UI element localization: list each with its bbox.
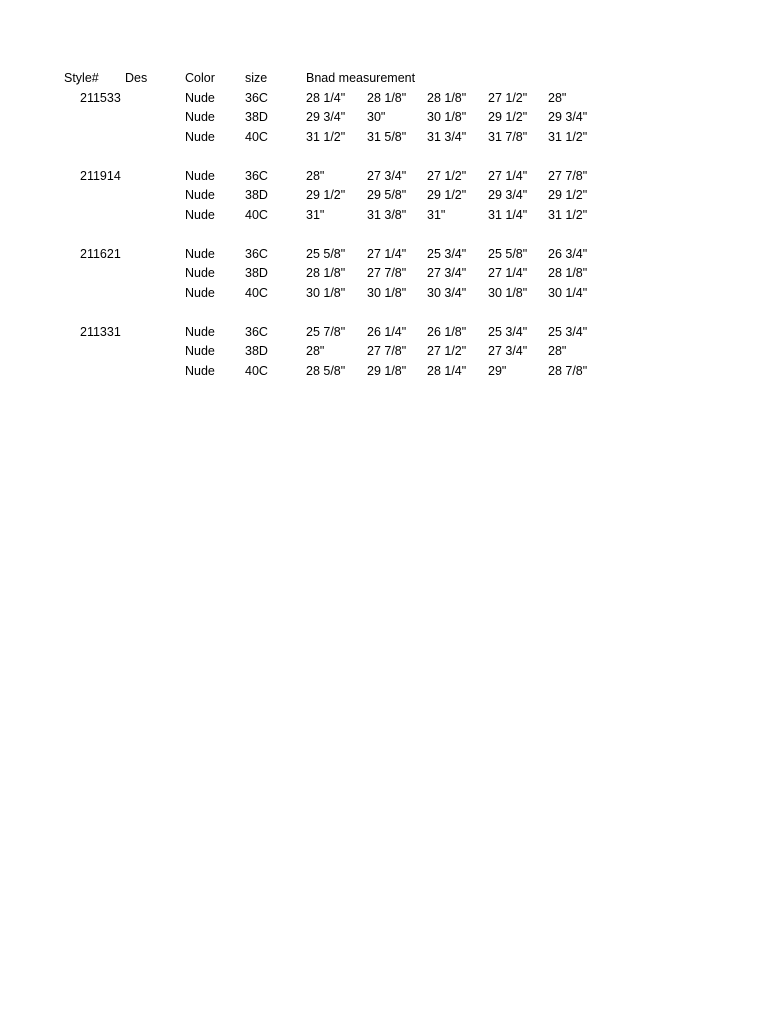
measurement-cell: 27 1/4" [488,266,528,280]
color-cell: Nude [185,285,215,300]
size-cell: 38D [245,188,268,202]
measurement-cell: 30 1/4" [548,285,588,300]
measurement-cell: 30 1/8" [488,285,528,300]
color-cell: Nude [185,324,215,339]
measurement-cell: 26 3/4" [548,246,588,261]
color-cell: Nude [185,168,215,183]
measurement-cell: 26 1/4" [367,324,407,339]
size-cell: 38D [245,110,268,124]
table-row [0,167,768,187]
style-number: 211914 [80,168,121,183]
measurement-cell: 27 3/4" [488,344,528,358]
size-cell: 36C [245,168,268,183]
measurement-cell: 27 1/2" [488,90,528,105]
table-row [0,206,768,226]
measurement-cell: 27 7/8" [367,344,407,358]
measurement-cell: 28 1/4" [427,363,467,378]
color-cell: Nude [185,344,215,358]
header-measurement: Bnad measurement [306,71,416,85]
color-cell: Nude [185,246,215,261]
measurement-cell: 27 3/4" [367,168,407,183]
color-cell: Nude [185,363,215,378]
table-row [0,284,768,304]
measurement-cell: 28" [548,344,567,358]
measurement-cell: 31 5/8" [367,129,407,144]
size-cell: 38D [245,344,268,358]
style-number: 211331 [80,324,121,339]
table-row [0,264,768,284]
size-cell: 40C [245,285,268,300]
header-des: Des [125,71,148,85]
color-cell: Nude [185,90,215,105]
table-row [0,323,768,343]
measurement-cell: 25 5/8" [488,246,528,261]
size-cell: 36C [245,90,268,105]
color-cell: Nude [185,266,215,280]
color-cell: Nude [185,110,215,124]
measurement-cell: 28" [548,90,567,105]
measurement-cell: 31 3/4" [427,129,467,144]
header-row [0,69,768,89]
measurement-cell: 30" [367,110,386,124]
measurement-cell: 30 1/8" [367,285,407,300]
measurement-cell: 29 3/4" [548,110,588,124]
measurement-cell: 27 3/4" [427,266,467,280]
measurement-cell: 30 3/4" [427,285,467,300]
group-spacer [0,225,768,245]
table-row [0,362,768,382]
size-cell: 38D [245,266,268,280]
header-color: Color [185,71,215,85]
table-row [0,108,768,128]
header-size: size [245,71,268,85]
measurement-cell: 27 7/8" [367,266,407,280]
table-row [0,245,768,265]
measurement-cell: 28 5/8" [306,363,346,378]
measurement-cell: 29 1/2" [427,188,467,202]
measurement-cell: 28 1/8" [548,266,588,280]
measurement-cell: 27 7/8" [548,168,588,183]
measurement-cell: 28 1/8" [427,90,467,105]
group-spacer [0,303,768,323]
size-cell: 36C [245,324,268,339]
size-cell: 40C [245,207,268,222]
measurement-cell: 29 3/4" [488,188,528,202]
header-style: Style# [64,71,99,85]
measurement-cell: 29 3/4" [306,110,346,124]
measurement-cell: 31 7/8" [488,129,528,144]
group-spacer [0,147,768,167]
spreadsheet [0,69,768,381]
measurement-cell: 25 3/4" [427,246,467,261]
size-cell: 36C [245,246,268,261]
table-row [0,128,768,148]
table-row [0,89,768,109]
style-number: 211621 [80,246,121,261]
measurement-cell: 31 1/4" [488,207,528,222]
measurement-cell: 28 1/4" [306,90,346,105]
measurement-cell: 27 1/4" [488,168,528,183]
measurement-cell: 27 1/2" [427,168,467,183]
measurement-cell: 31" [306,207,325,222]
style-groups [0,89,768,382]
measurement-cell: 31 3/8" [367,207,407,222]
measurement-cell: 27 1/2" [427,344,467,358]
measurement-cell: 31 1/2" [548,129,588,144]
measurement-cell: 29 5/8" [367,188,407,202]
measurement-cell: 29 1/2" [306,188,346,202]
measurement-cell: 25 3/4" [548,324,588,339]
color-cell: Nude [185,207,215,222]
size-cell: 40C [245,129,268,144]
style-number: 211533 [80,90,121,105]
color-cell: Nude [185,188,215,202]
measurement-cell: 25 5/8" [306,246,346,261]
measurement-cell: 28 1/8" [367,90,407,105]
measurement-cell: 25 7/8" [306,324,346,339]
measurement-cell: 26 1/8" [427,324,467,339]
measurement-cell: 30 1/8" [427,110,467,124]
measurement-cell: 29 1/2" [548,188,588,202]
measurement-cell: 29 1/2" [488,110,528,124]
size-cell: 40C [245,363,268,378]
measurement-cell: 28 7/8" [548,363,588,378]
measurement-cell: 27 1/4" [367,246,407,261]
measurement-cell: 31 1/2" [306,129,346,144]
measurement-cell: 28" [306,168,325,183]
measurement-cell: 28 1/8" [306,266,346,280]
table-row [0,342,768,362]
measurement-cell: 25 3/4" [488,324,528,339]
measurement-cell: 30 1/8" [306,285,346,300]
measurement-cell: 31 1/2" [548,207,588,222]
measurement-cell: 31" [427,207,446,222]
measurement-cell: 29" [488,363,507,378]
table-row [0,186,768,206]
measurement-cell: 29 1/8" [367,363,407,378]
color-cell: Nude [185,129,215,144]
measurement-cell: 28" [306,344,325,358]
